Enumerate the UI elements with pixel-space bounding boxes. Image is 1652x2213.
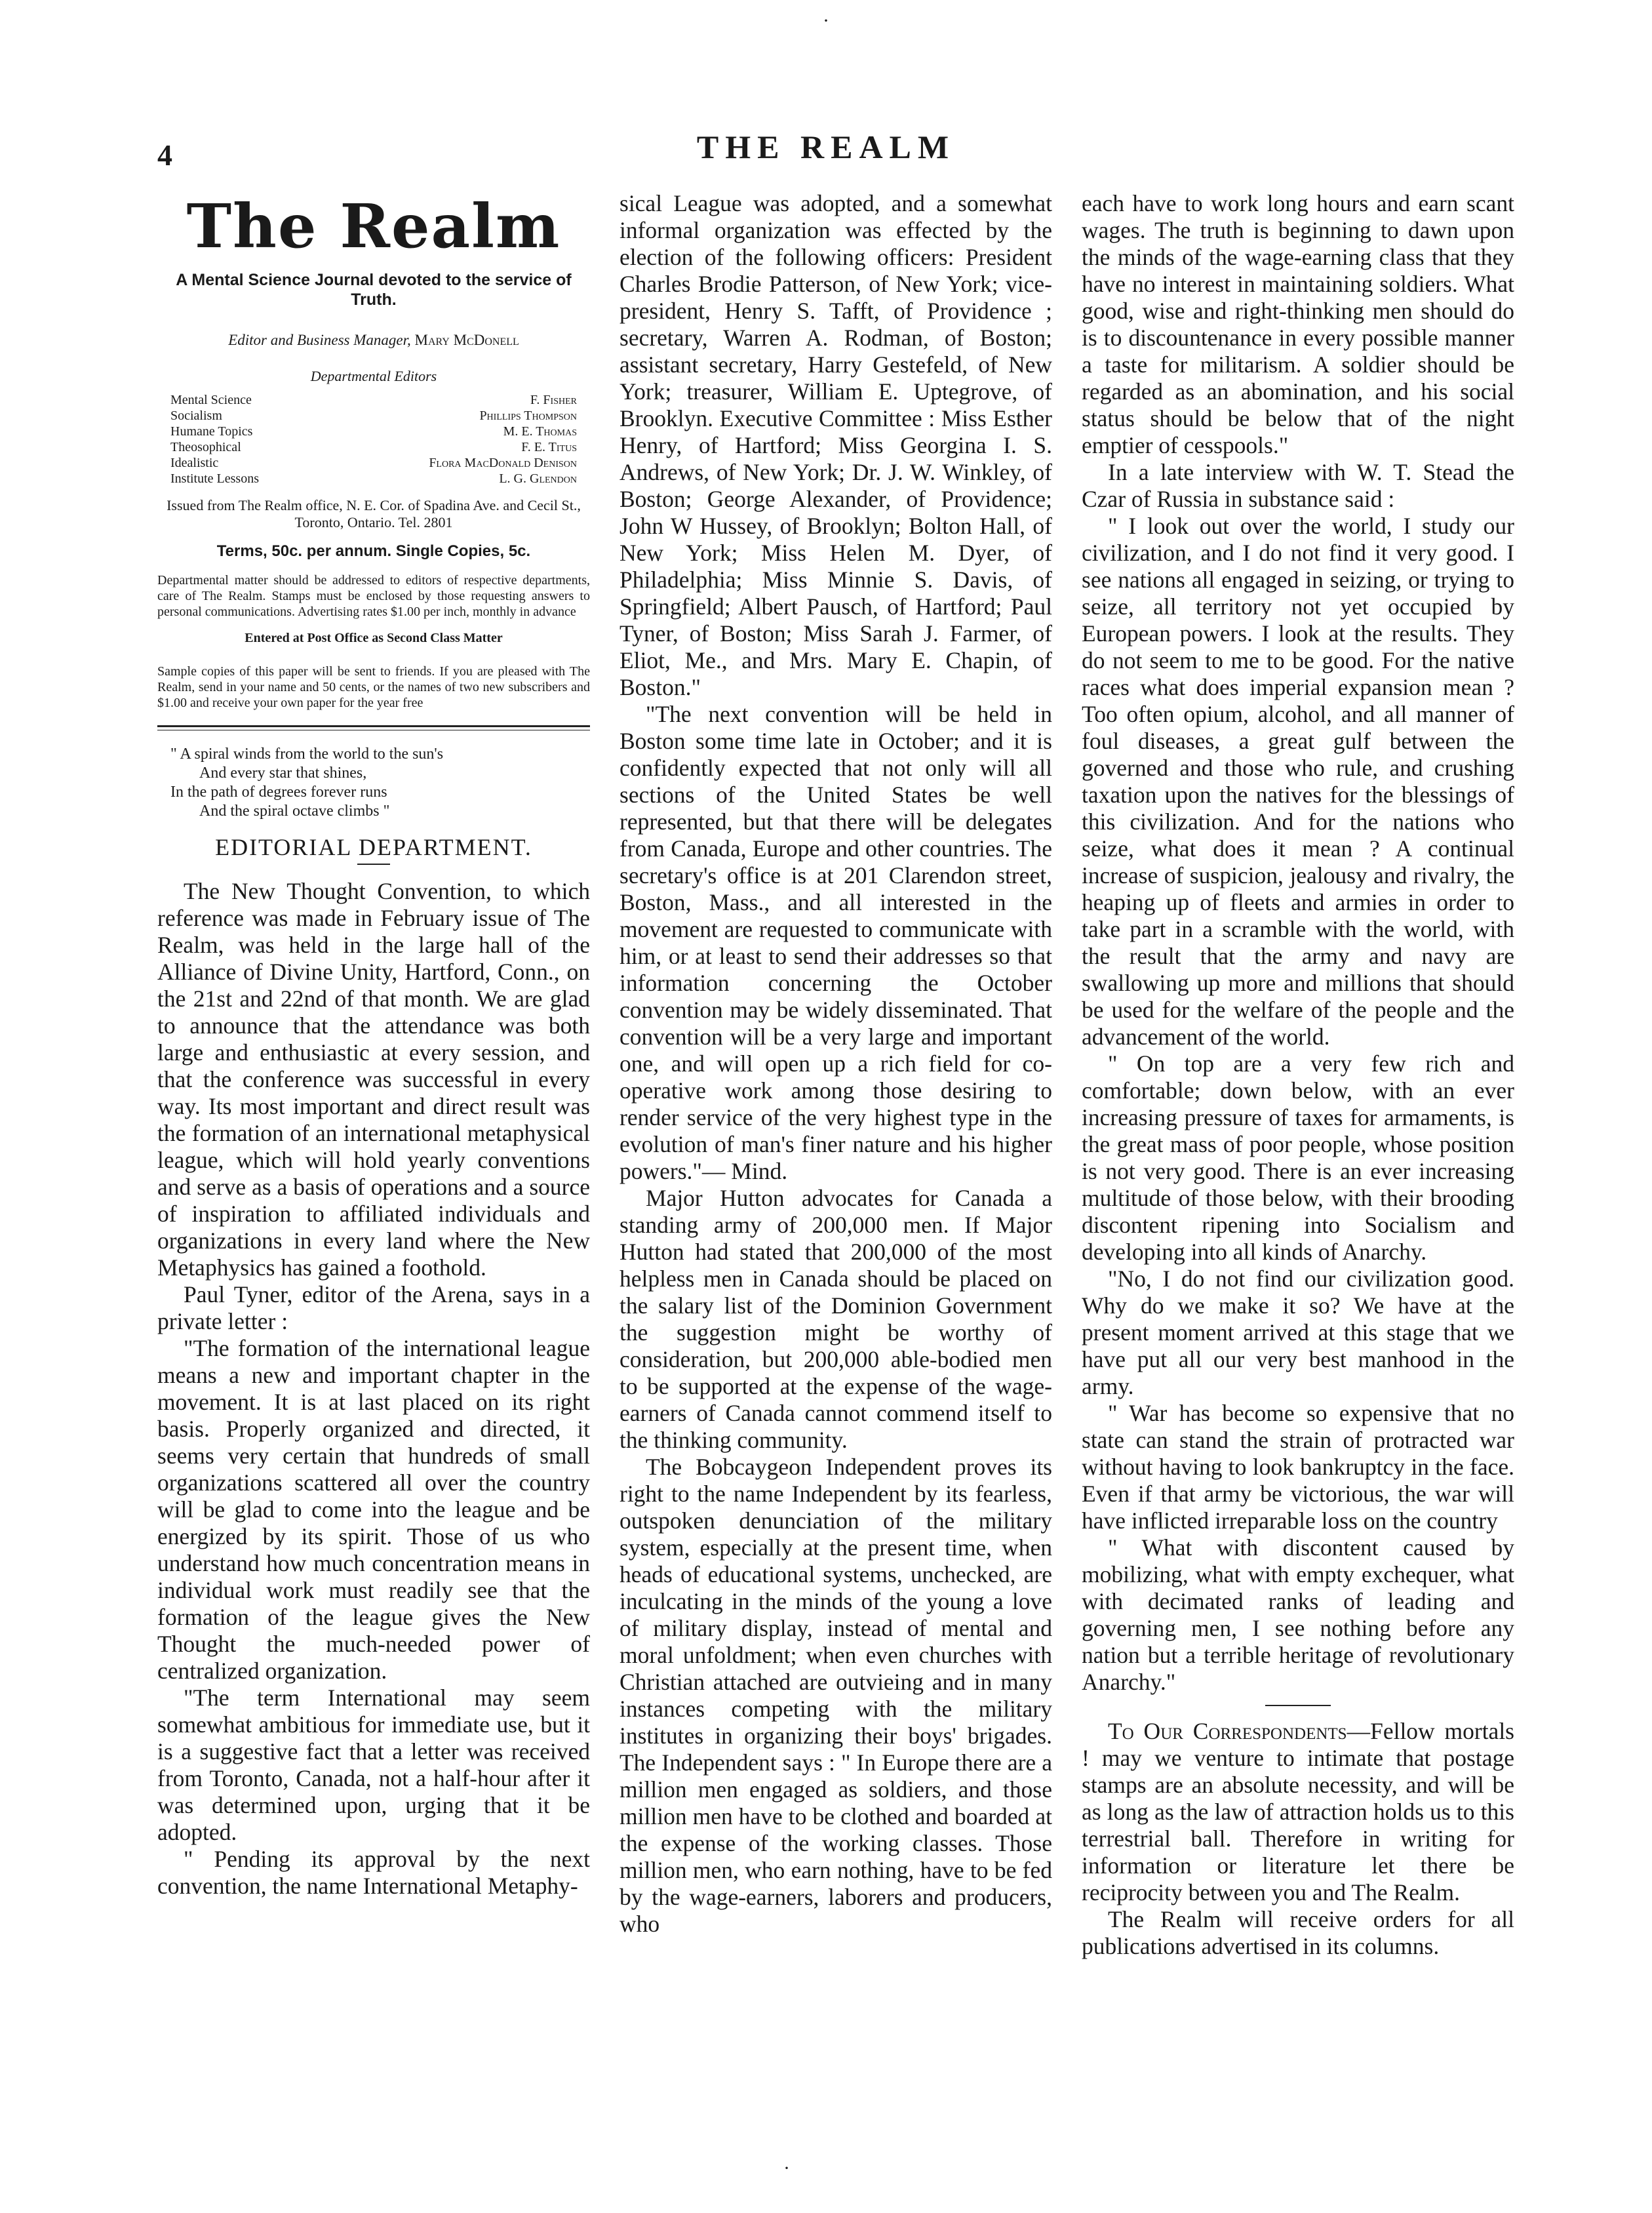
editor-label: Editor and Business Manager, xyxy=(228,332,411,348)
verse-line: And every star that shines, xyxy=(199,765,367,782)
column-3 xyxy=(1082,190,1514,1960)
department-row xyxy=(157,471,590,487)
subscription-terms: Terms, 50c. per annum. Single Copies, 5c. xyxy=(216,542,531,560)
article-paragraph: Paul Tyner, editor of the Arena, says in a private letter : xyxy=(157,1281,590,1334)
department-row xyxy=(157,408,590,424)
postal-entry-notice: Entered at Post Office as Second Class Matter xyxy=(245,631,503,645)
page-number: 4 xyxy=(157,138,172,172)
department-editor: M. E. Thomas xyxy=(503,424,577,439)
print-speck: · xyxy=(783,2157,790,2179)
article-paragraph: The New Thought Convention, to which reference was made in February issue of The Realm, was held in the large hall of the Alliance of Divine Unity, Hartford, Conn., on the 21st and 22nd of that month. We are glad to announce that the attendance was both large and enthusiastic at every session, and that the conference was successful in every way. Its most important and direct result was the formation of an international metaphysical league, which will hold yearly conventions and serve as a basis of operations and a source of inspiration to affiliated individuals and organizations in every land where the New Metaphysics has gained a foothold. xyxy=(157,878,590,1281)
editor-name: Mary McDonell xyxy=(414,332,519,348)
department-name: Mental Science xyxy=(170,393,252,407)
department-editor: L. G. Glendon xyxy=(499,471,577,486)
article-paragraph: each have to work long hours and earn scant wages. The truth is beginning to dawn upon the minds of the wage-earning class that they have no interest in maintaining soldiers. What good, wise and right-thinking men should do is to discountenance in every possible manner a taste for militarism. A soldier should be regarded as an abomination, and his social status should be below that of the night emptier of cesspools." xyxy=(1082,190,1514,458)
running-head: THE REALM xyxy=(696,129,956,165)
article-paragraph: "The formation of the international league means a new and important chapter in the movement. It is at last placed on its right basis. Properly organized and directed, it seems very certain that hundreds of small organizations scattered all over the country will be glad to come into the league and be energized by its spirit. Those of us who understand how much concentration means in individual work must readily see that the formation of the league gives the New Thought the much-needed power of centralized organization. xyxy=(157,1335,590,1684)
issued-notice: Issued from The Realm office, N. E. Cor. of Spadina Ave. and Cecil St., Toronto, Ontario. Tel. 2801 xyxy=(167,497,581,530)
department-editor: F. E. Titus xyxy=(521,440,577,454)
department-name: Institute Lessons xyxy=(170,471,259,486)
department-name: Socialism xyxy=(170,409,222,423)
short-rule xyxy=(1265,1705,1331,1706)
correspondents-lead: To Our Correspondents xyxy=(1108,1718,1347,1744)
sample-copies-notice: Sample copies of this paper will be sent to friends. If you are pleased with The Realm, send in your name and 50 cents, or the names of two new subscribers and $1.00 and receive your own paper for the year free xyxy=(157,664,590,710)
article-paragraph: " Pending its approval by the next convention, the name International Metaphy- xyxy=(157,1846,590,1899)
department-row xyxy=(157,392,590,408)
article-paragraph: "No, I do not find our civilization good. Why do we make it so? We have at the present moment arrived at this stage that we have put all our very best manhood in the army. xyxy=(1082,1266,1514,1399)
department-editor: Phillips Thompson xyxy=(479,409,577,423)
masthead-subtitle: A Mental Science Journal devoted to the service of Truth. xyxy=(176,271,572,309)
column-2 xyxy=(620,190,1052,1938)
article-paragraph: "The term International may seem somewhat ambitious for immediate use, but it is a suggestive fact that a letter was received from Toronto, Canada, not a half-hour after it was determined upon, urging that it be adopted. xyxy=(157,1685,590,1845)
article-paragraph: " I look out over the world, I study our civilization, and I do not find it very good. I see nations all engaged in seizing, or trying to seize, all territory not yet occupied by European powers. I look at the results. They do not seem to me to be good. For the native races what does imperial expansion mean ? Too often opium, alcohol, and all manner of foul diseases, a great gulf between the governed and those who rule, and crushing taxation upon the natives for the blessings of this civilization. And for the nations who seize, what does it mean ? A continual increase of suspicion, jealousy and rivalry, the heaping up of fleets and armies in order to take part in a scramble with the world, with the result that the army and navy are swallowing up more and millions that should be used for the welfare of the people and the advancement of the world. xyxy=(1082,513,1514,1050)
department-name: Theosophical xyxy=(170,440,241,454)
correspondents-paragraph xyxy=(1082,1718,1514,1906)
article-paragraph: " On top are a very few rich and comfortable; down below, with an ever increasing pressure of taxes for armaments, is the great mass of poor people, whose position is not very good. There is an ever increasing multitude of those below, with their brooding discontent ripening into Socialism and developing into all kinds of Anarchy. xyxy=(1082,1050,1514,1265)
article-paragraph: "The next convention will be held in Boston some time late in October; and it is confidently expected that not only will all sections of the United States be well represented, but that there will be delegates from Canada, Europe and other countries. The secretary's office is at 201 Clarendon street, Boston, Mass., and all interested in the movement are requested to communicate with him, or at least to send their addresses so that information concerning the October convention may be widely disseminated. That convention will be a very large and important one, and will open up a rich field for co-operative work among those desiring to render service of the very highest type in the evolution of man's finer nature and his higher powers."— Mind. xyxy=(620,701,1052,1184)
verse-line: And the spiral octave climbs " xyxy=(199,803,390,820)
department-name: Idealistic xyxy=(170,456,219,470)
department-row xyxy=(157,455,590,471)
section-heading: EDITORIAL DEPARTMENT. xyxy=(215,834,532,860)
column-1 xyxy=(157,190,590,1900)
print-speck: · xyxy=(823,10,829,31)
article-paragraph: Major Hutton advocates for Canada a standing army of 200,000 men. If Major Hutton had stated that 200,000 of the most helpless men in Canada should be placed on the salary list of the Dominion Government the suggestion might be worthy of consideration, but 200,000 able-bodied men to be supported at the expense of the wage-earners of Canada cannot commend itself to the thinking community. xyxy=(620,1185,1052,1453)
department-name: Humane Topics xyxy=(170,424,253,439)
departmental-notice: Departmental matter should be addressed to editors of respective departments, care of The Realm. Stamps must be enclosed by those requesting answers to personal communications. Advertising rates $1.00 per inch, monthly in advance xyxy=(157,573,590,619)
department-editor: Flora MacDonald Denison xyxy=(429,456,577,470)
departmental-editors-label: Departmental Editors xyxy=(310,368,437,384)
article-paragraph: The Bobcaygeon Independent proves its right to the name Independent by its fearless, outspoken denunciation of the military system, especially at the present time, when heads of educational systems, unchecked, are inculcating in the minds of the young a love of military display, instead of mental and moral unfoldment; when even churches with Christian attached are outvieing and in many instances competing with the military institutes in organizing their boys' brigades. The Independent says : " In Europe there are a million men engaged as soldiers, and those million men have to be clothed and boarded at the expense of the working classes. Those million men, who earn nothing, have to be fed by the wage-earners, laborers and producers, who xyxy=(620,1454,1052,1937)
article-paragraph: " What with discontent caused by mobilizing, what with empty exchequer, what with decimated ranks of leading and governing men, I see nothing before any nation but a terrible heritage of revolutionary Anarchy." xyxy=(1082,1534,1514,1695)
short-rule xyxy=(357,864,390,865)
verse-line: In the path of degrees forever runs xyxy=(170,784,387,801)
departments-list xyxy=(157,392,590,487)
department-row xyxy=(157,424,590,439)
epigraph-verse xyxy=(170,745,590,821)
article-paragraph: sical League was adopted, and a somewhat informal organization was effected by the election of the following officers: President Charles Brodie Patterson, of New York; vice-president, Henry S. Tafft, of Providence ; secretary, Warren A. Rodman, of Boston; assistant secretary, Harry Gestefeld, of New York; treasurer, William E. Uptegrove, of Brooklyn. Executive Committee : Miss Esther Henry, of Hartford; Miss Georgina I. S. Andrews, of New York; Dr. J. W. Winkley, of Boston; George Alexander, of Providence; John W Hussey, of Brooklyn; Bolton Hall, of New York; Miss Helen M. Dyer, of Philadelphia; Miss Minnie S. Davis, of Springfield; Albert Pausch, of Hartford; Paul Tyner, of Boston; Miss Sarah J. Farmer, of Eliot, Me., and Mrs. Mary E. Chapin, of Boston." xyxy=(620,190,1052,700)
department-editor: F. Fisher xyxy=(530,393,577,407)
article-paragraph: " War has become so expensive that no state can stand the strain of protracted war without having to look bankruptcy in the face. Even if that army be victorious, the war will have inflicted irreparable loss on the country xyxy=(1082,1400,1514,1534)
closing-paragraph: The Realm will receive orders for all publications advertised in its columns. xyxy=(1082,1906,1514,1959)
editor-line xyxy=(157,327,590,353)
verse-line: " A spiral winds from the world to the sun's xyxy=(170,746,444,763)
correspondents-text: —Fellow mortals ! may we venture to intimate that postage stamps are an absolute necessity, and will be as long as the law of attraction holds us to this terrestrial ball. Therefore in writing for information or literature let there be reciprocity between you and The Realm. xyxy=(1082,1718,1514,1905)
masthead-title: The Realm xyxy=(186,191,561,262)
department-row xyxy=(157,439,590,455)
article-paragraph: In a late interview with W. T. Stead the Czar of Russia in substance said : xyxy=(1082,459,1514,512)
double-rule-divider xyxy=(157,725,590,730)
